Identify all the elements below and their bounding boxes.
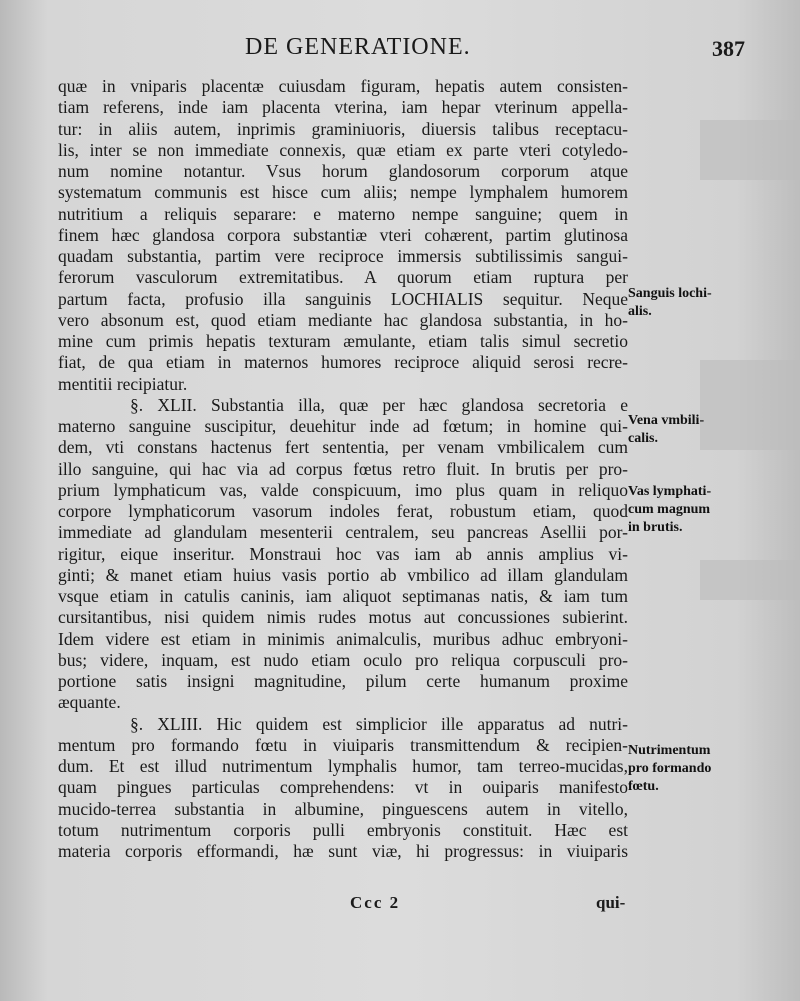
- text-line: lis, inter se non immediate connexis, quæ etiam ex parte vteri cotyledo-: [58, 139, 628, 160]
- text-line: rigitur, eique inseritur. Monstraui hoc vas iam ab annis amplius vi-: [58, 543, 628, 564]
- text-line: num nomine notantur. Vsus horum glandosorum corporum atque: [58, 161, 628, 181]
- text-line: ferorum vasculorum extremitatibus. A quorum etiam ruptura per: [58, 267, 628, 288]
- body-text: [58, 76, 628, 862]
- text-line: æquante.: [58, 692, 121, 713]
- show-through-bleed: [700, 560, 800, 600]
- text-line: bus; videre, inquam, est nudo etiam oculo pro reliqua corpusculi pro-: [58, 649, 628, 670]
- marginal-note: Vas lymphati- cum magnum in brutis.: [628, 484, 712, 535]
- text-line: dum. Et est illud nutrimentum lymphalis humor, tam terreo-mucidas,: [58, 756, 628, 776]
- catchword: qui-: [596, 893, 626, 912]
- text-line: vero absonum est, quod etiam mediante hac glandosa substantia, in ho-: [58, 309, 628, 330]
- text-line: fiat, de qua etiam in maternos humores reciproce aliquid serosi recre-: [58, 352, 628, 373]
- page-number: 387: [712, 36, 745, 61]
- text-line: illo sanguine, qui hac via ad corpus fœtus retro fluit. In brutis per pro-: [58, 458, 628, 479]
- text-line: quam pingues particulas comprehendens: vt in ouiparis manifesto: [58, 777, 628, 798]
- text-line: vsque etiam in catulis caninis, iam aliquot septimanas natis, & iam tum: [58, 586, 628, 606]
- text-line: finem hæc glandosa corpora substantiæ vteri cohærent, partim glutinosa: [58, 224, 628, 245]
- text-line: prium lymphaticum vas, valde conspicuum, imo plus quam in reliquo: [58, 479, 628, 500]
- section-heading-line: §. XLII. Substantia illa, quæ per hæc glandosa secretoria e: [130, 394, 628, 415]
- text-line: totum nutrimentum corporis pulli embryonis constituit. Hæc est: [58, 819, 628, 840]
- show-through-bleed: [700, 360, 800, 450]
- text-line: ginti; & manet etiam huius vasis portio ab vmbilico ad illam glandulam: [58, 564, 628, 585]
- text-line: quæ in vniparis placentæ cuiusdam figuram, hepatis autem consisten-: [58, 76, 628, 96]
- marginal-note: Nutrimentum pro formando fœtu.: [628, 743, 712, 794]
- text-line: tur: in aliis autem, inprimis graminiuoris, diuersis talibus receptacu-: [58, 118, 628, 139]
- show-through-bleed: [700, 120, 800, 180]
- signature-mark: Ccc 2: [350, 893, 401, 912]
- text-line: materia corporis efformandi, hæ sunt viæ, hi progressus: in viuiparis: [58, 841, 628, 861]
- text-line: portione satis insigni magnitudine, pilum certe humanum proxime: [58, 671, 628, 691]
- text-line: systematum communis est hisce cum aliis; nempe lymphalem humorem: [58, 182, 628, 203]
- text-line: mucido-terrea substantia in albumine, pinguescens autem in vitello,: [58, 798, 628, 819]
- running-title: DE GENERATIONE.: [245, 34, 471, 60]
- section-heading-line: §. XLIII. Hic quidem est simplicior ille apparatus ad nutri-: [130, 713, 628, 734]
- text-line: Idem videre est etiam in minimis animalculis, muribus adhuc embryoni-: [58, 628, 628, 649]
- text-line: tiam referens, inde iam placenta vterina, iam hepar vterinum appella-: [58, 97, 628, 118]
- text-line: cursitantibus, nisi quidem nimis rudes motus aut concussiones subierint.: [58, 607, 628, 628]
- text-line: materno sanguine suscipitur, deuehitur inde ad fœtum; in homine qui-: [58, 416, 628, 436]
- text-line: immediate ad glandulam mesenterii centralem, seu pancreas Asellii por-: [58, 522, 628, 543]
- text-line: dem, vti constans hactenus fert sententia, per venam vmbilicalem cum: [58, 437, 628, 458]
- marginal-note: Sanguis lochi- alis.: [628, 286, 712, 319]
- text-line: quadam substantia, partim vere reciproce immersis subtilissimis sangui-: [58, 246, 628, 266]
- text-line: mentitii recipiatur.: [58, 373, 188, 394]
- text-line: mine cum primis hepatis texturam æmulante, etiam talis simul secretio: [58, 331, 628, 351]
- page-header: [0, 34, 800, 64]
- text-line: partum facta, profusio illa sanguinis LOCHIALIS sequitur. Neque: [58, 288, 628, 309]
- text-line: mentum pro formando fœtu in viuiparis transmittendum & recipien-: [58, 734, 628, 755]
- marginal-note: Vena vmbili- calis.: [628, 413, 705, 446]
- text-line: corpore lymphaticorum vasorum indoles ferat, robustum etiam, quod: [58, 501, 628, 521]
- text-line: nutritium a reliquis separare: e materno nempe sanguine; quem in: [58, 203, 628, 224]
